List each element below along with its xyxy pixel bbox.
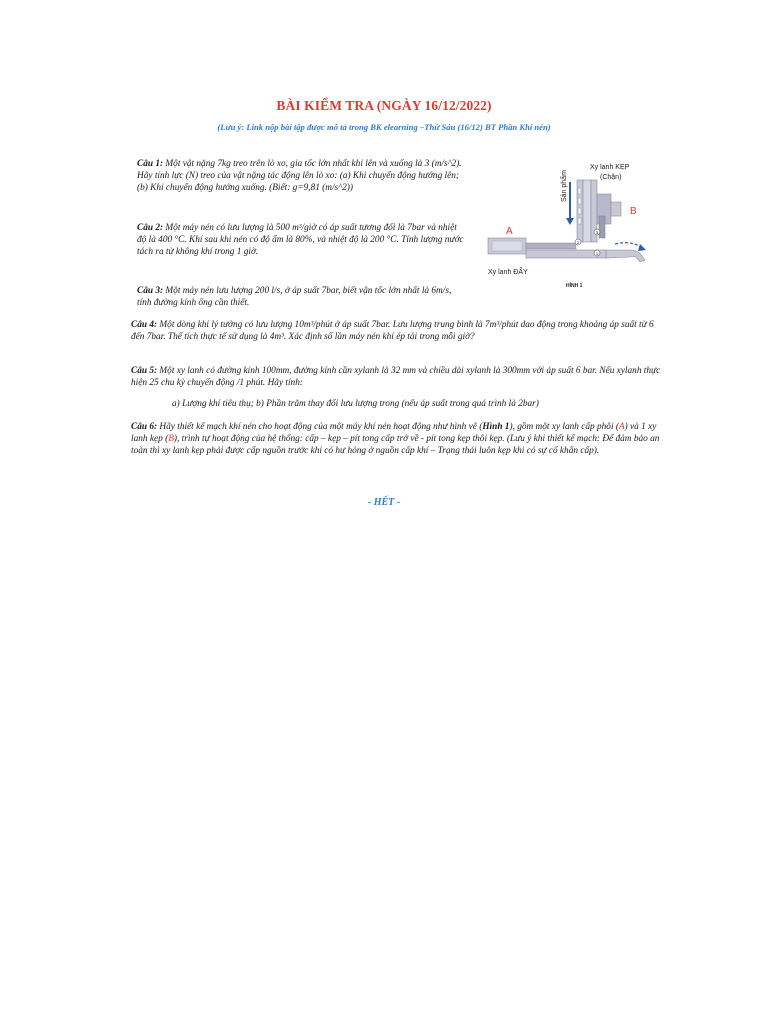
submission-note: (Lưu ý: Link nộp bài tập được mô tả trong BK elearning –Thứ Sáu (16/12) BT Phần Khí nén) xyxy=(217,122,551,132)
label-cylinder-a: A xyxy=(506,226,513,237)
clamp-cylinder-cap xyxy=(611,202,621,216)
question-1-text: Một vật nặng 7kg treo trên lò xo, gia tốc lớn nhất khi lên và xuống là 3 (m/s^2). Hãy tính lực (N) treo của vật nặng tác động lên lò xo: (a) Khi chuyển động hướng lên; (b) Khi chuyển động hướng xuống. (Biết: g=9,81 (m/s^2)) xyxy=(137,159,462,194)
label-xy-lanh-kep: Xy lanh KẸP xyxy=(590,164,630,171)
figure-1 xyxy=(470,152,680,297)
question-2 xyxy=(137,222,467,259)
question-4-label: Câu 4: xyxy=(131,320,158,330)
product-block xyxy=(578,188,581,194)
question-6-hinh: Hình 1 xyxy=(482,422,510,432)
marker-2-label: 2 xyxy=(576,240,580,245)
label-cylinder-b: B xyxy=(630,206,637,217)
question-6-text-2: ), gồm một xy lanh cấp phôi ( xyxy=(509,422,619,432)
question-1 xyxy=(137,158,467,195)
label-xy-lanh-day: Xy lanh ĐẨY xyxy=(488,269,528,276)
question-5-text: Một xy lanh có đường kính 100mm, đường kính cần xylanh là 32 mm và chiều dài xylanh là 300mm với áp suất 6 bar. Nếu xylanh thực hiện 25 chu kỳ chuyển động /1 phút. Hãy tính: xyxy=(131,366,661,389)
figure-caption: HÌNH 1 xyxy=(566,283,583,289)
product-block xyxy=(578,208,581,214)
question-2-text: Một máy nén có lưu lượng là 500 m³/giờ có áp suất tương đối là 7bar và nhiệt độ là 400 °C. Khí sau khi nén có độ ẩm là 80%, và nhiệt độ là 200 °C. Tính lượng nước tách ra từ không khí trong 1 giờ. xyxy=(137,223,464,258)
end-marker: - HẾT - xyxy=(367,497,401,508)
marker-1-label: 1 xyxy=(595,251,599,256)
question-1-label: Câu 1: xyxy=(137,159,164,169)
push-rod xyxy=(526,243,576,249)
page-title: BÀI KIỂM TRA (NGÀY 16/12/2022) xyxy=(276,98,492,113)
question-3 xyxy=(137,285,467,309)
push-cylinder-inner xyxy=(492,241,522,251)
marker-3-label: 3 xyxy=(595,230,599,235)
question-6-text-3: ) và 1 xy lanh kẹp ( xyxy=(131,422,657,445)
pneumatic-machine-diagram xyxy=(470,152,680,297)
question-5 xyxy=(131,365,661,389)
question-3-text: Một máy nén lưu lượng 200 l/s, ở áp suất 7bar, biết vận tốc lớn nhất là 6m/s, tính đường kính ống cần thiết. xyxy=(137,286,452,309)
clamp-rod xyxy=(599,216,605,238)
product-block xyxy=(578,218,581,224)
clamp-cylinder-tube-mid xyxy=(583,180,591,242)
question-6-cylinder-b: B xyxy=(168,434,174,445)
question-2-label: Câu 2: xyxy=(137,223,164,233)
arrow-down-icon xyxy=(566,218,574,225)
question-5-label: Câu 5: xyxy=(131,366,158,376)
arrow-right-down-icon xyxy=(638,244,646,251)
label-chan: (Chặn) xyxy=(600,174,622,181)
question-6 xyxy=(131,421,661,458)
question-6-text-4: ), trình tự hoạt động của hệ thống: cấp – kẹp – pít tong cấp trở về - pít tong kẹp thôi kẹp. (Lưu ý khi thiết kế mạch: Để đảm bảo an toàn thì xy lanh kẹp phải được cấp nguồn trước khi có hư hỏng ở nguồn cấp khí – Trạng thái luôn kẹp khi có sự cố khẩn cấp). xyxy=(131,434,660,457)
question-6-cylinder-a: A xyxy=(618,422,625,432)
question-6-text-1: Hãy thiết kế mạch khí nén cho hoạt động của một máy khí nén hoạt động như hình vẽ ( xyxy=(159,422,483,432)
output-chute xyxy=(606,250,645,262)
output-flow-arrow xyxy=(615,243,642,248)
question-3-label: Câu 3: xyxy=(137,286,164,296)
question-4-text: Một dòng khí lý tưởng có lưu lượng 10m³/phút ở áp suất 7bar. Lưu lượng trung bình là 7m³/phút dao động trong khoảng áp suất từ 6 đến 7bar. Thể tích thực tế sử dụng là 4m³. Xác định số lần máy nén khí ép tải trong mỗi giờ? xyxy=(131,320,654,343)
question-6-label: Câu 6: xyxy=(131,422,158,432)
label-san-pham: Sản phẩm xyxy=(561,170,568,202)
question-5-subparts: a) Lượng khí tiêu thụ; b) Phần trăm thay đổi lưu lượng trong (nếu áp suất trong quá trình là 2bar) xyxy=(172,399,539,409)
product-block xyxy=(578,198,581,204)
question-4 xyxy=(131,319,661,343)
